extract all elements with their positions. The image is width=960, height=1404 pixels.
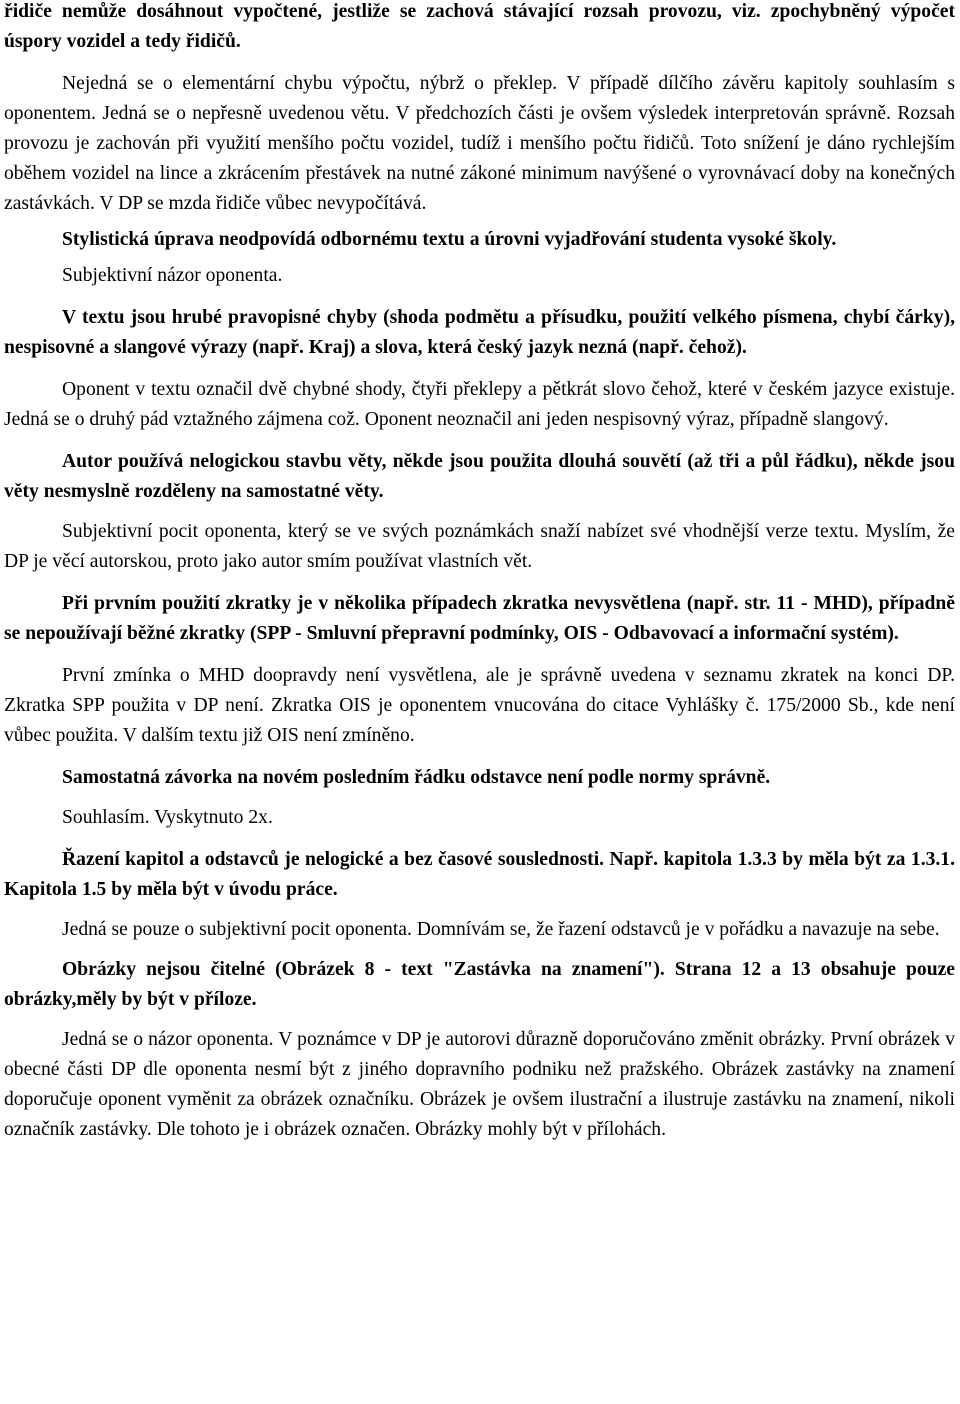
paragraph-comment-images: Obrázky nejsou čitelné (Obrázek 8 - text "Zastávka na znamení"). Strana 12 a 13 obsahuje pouze obrázky,měly by být v příloze. bbox=[4, 959, 955, 1010]
paragraph-comment-bracket: Samostatná závorka na novém posledním řádku odstavce není podle normy správně. bbox=[62, 767, 771, 788]
paragraph-response-calculation: Nejedná se o elementární chybu výpočtu, nýbrž o překlep. V případě dílčího závěru kapitoly souhlasím s oponentem. Jedná se o nepřesně uvedenou větu. V předchozích části je ovšem výsledek interpretován správně. Rozsah provozu je zachován při využití menšího počtu vozidel, tudíž i menšího počtu řidičů. Toto snížení je dáno rychlejším oběhem vozidel na lince a zkrácením přestávek na nutné zákoné minimum navýšené o vyrovnávací doby na konečných zastávkách. V DP se mzda řidiče vůbec nevypočítává. bbox=[4, 73, 955, 214]
paragraph-response-abbreviations: První zmínka o MHD doopravdy není vysvětlena, ale je správně uvedena v seznamu zkratek na konci DP. Zkratka SPP použita v DP není. Zkratka OIS je oponentem vnucována do citace Vyhlášky č. 175/2000 Sb., kde není vůbec použita. V dalším textu již OIS není zmíněno. bbox=[4, 665, 955, 746]
paragraph-response-chapter-order: Jedná se pouze o subjektivní pocit oponenta. Domnívám se, že řazení odstavců je v pořádku a navazuje na sebe. bbox=[62, 919, 940, 940]
paragraph-comment-spelling: V textu jsou hrubé pravopisné chyby (shoda podmětu a přísudku, použití velkého písmena, chybí čárky), nespisovné a slangové výrazy (např. Kraj) a slova, která český jazyk nezná (např. čehož). bbox=[4, 307, 955, 358]
paragraph-response-style: Subjektivní názor oponenta. bbox=[62, 265, 283, 286]
paragraph-response-spelling: Oponent v textu označil dvě chybné shody, čtyři překlepy a pětkrát slovo čehož, které v českém jazyce existuje. Jedná se o druhý pád vztažného zájmena což. Oponent neoznačil ani jeden nespisovný výraz, případně slangový. bbox=[4, 379, 955, 430]
paragraph-response-bracket: Souhlasím. Vyskytnuto 2x. bbox=[62, 807, 273, 828]
paragraph-response-sentences: Subjektivní pocit oponenta, který se ve svých poznámkách snaží nabízet své vhodnější verze textu. Myslím, že DP je věcí autorskou, proto jako autor smím používat vlastních vět. bbox=[4, 521, 955, 572]
document-page bbox=[4, 0, 955, 1145]
paragraph-comment-abbreviations: Při prvním použití zkratky je v několika případech zkratka nevysvětlena (např. str. 11 - MHD), případně se nepoužívají běžné zkratky (SPP - Smluvní přepravní podmínky, OIS - Odbavovací a informační systém). bbox=[4, 593, 955, 644]
paragraph-comment-style: Stylistická úprava neodpovídá odbornému textu a úrovni vyjadřování studenta vysoké školy. bbox=[62, 229, 837, 250]
paragraph-response-images: Jedná se o názor oponenta. V poznámce v DP je autorovi důrazně doporučováno změnit obrázky. První obrázek v obecné části DP dle oponenta nesmí být z jiného dopravního podniku než pražského. Obrázek zastávky na znamení doporučuje oponent vyměnit za obrázek označníku. Obrázek je ovšem ilustrační a ilustruje zastávku na znamení, nikoli označník zastávky. Dle tohoto je i obrázek označen. Obrázky mohly být v přílohách. bbox=[4, 1029, 955, 1140]
paragraph-comment-intro: řidiče nemůže dosáhnout vypočtené, jestliže se zachová stávající rozsah provozu, viz. zpochybněný výpočet úspory vozidel a tedy řidičů. bbox=[4, 1, 955, 52]
paragraph-comment-sentences: Autor používá nelogickou stavbu věty, někde jsou použita dlouhá souvětí (až tři a půl řádku), někde jsou věty nesmyslně rozděleny na samostatné věty. bbox=[4, 451, 955, 502]
paragraph-comment-chapter-order: Řazení kapitol a odstavců je nelogické a bez časové souslednosti. Např. kapitola 1.3.3 by měla být za 1.3.1. Kapitola 1.5 by měla být v úvodu práce. bbox=[4, 849, 955, 900]
